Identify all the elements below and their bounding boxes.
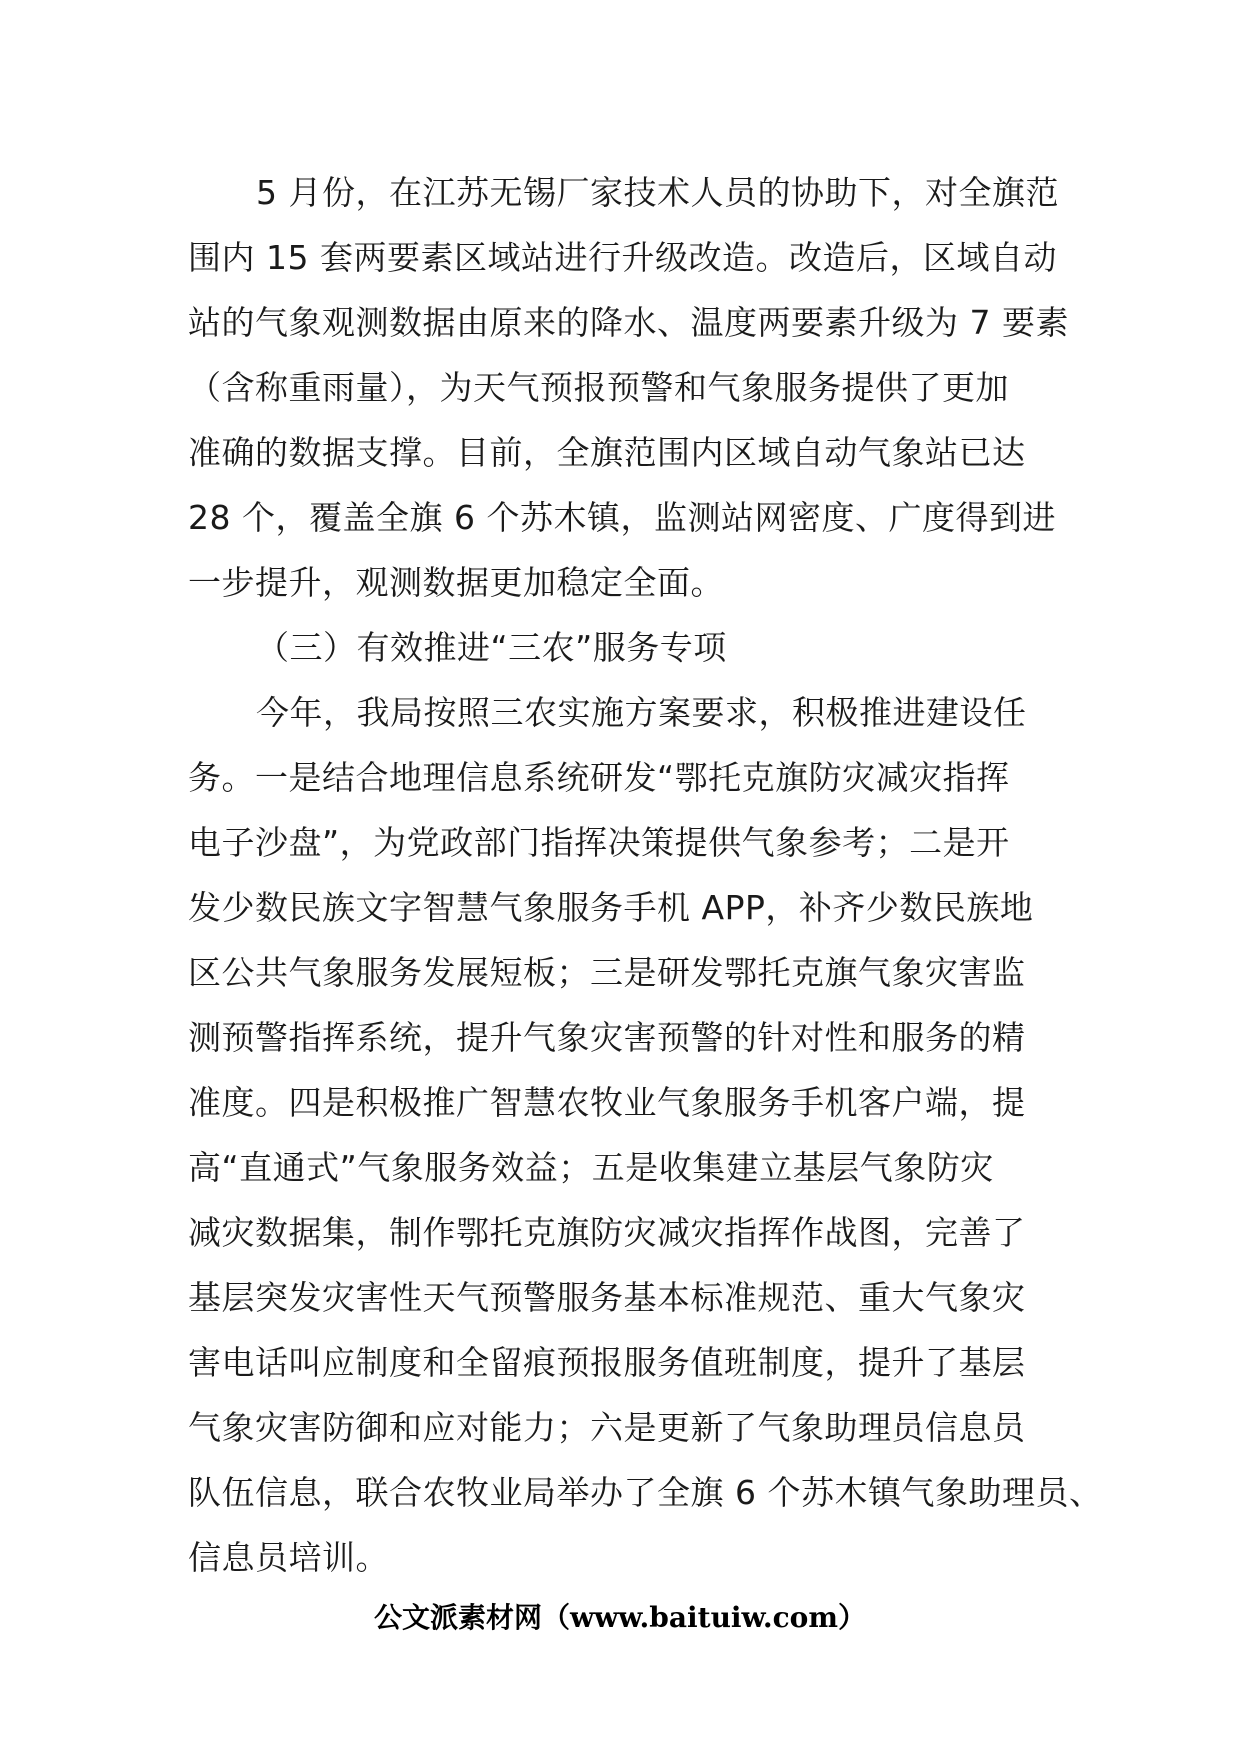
text-line: 一步提升，观测数据更加稳定全面。: [188, 563, 724, 602]
text-line: 减灾数据集，制作鄂托克旗防灾减灾指挥作战图，完善了: [188, 1213, 1026, 1252]
text-line: 高“直通式”气象服务效益；五是收集建立基层气象防灾: [188, 1148, 994, 1187]
text-line: 28 个，覆盖全旗 6 个苏木镇，监测站网密度、广度得到进: [188, 498, 1056, 537]
text-line: （含称重雨量），为天气预报预警和气象服务提供了更加: [188, 368, 1009, 407]
text-line: 务。一是结合地理信息系统研发“鄂托克旗防灾减灾指挥: [188, 758, 1010, 797]
text-line: 准确的数据支撑。目前，全旗范围内区域自动气象站已达: [188, 433, 1026, 472]
text-line: 害电话叫应制度和全留痕预报服务值班制度，提升了基层: [188, 1343, 1026, 1382]
text-line: 测预警指挥系统，提升气象灾害预警的针对性和服务的精: [188, 1018, 1026, 1057]
source-watermark-footer: 公文派素材网（www.baituiw.com）: [374, 1601, 866, 1634]
text-line: 今年，我局按照三农实施方案要求，积极推进建设任: [256, 693, 1027, 732]
text-line: 电子沙盘”，为党政部门指挥决策提供气象参考；二是开: [188, 823, 1010, 862]
document-body: [188, 160, 1103, 1590]
text-line: 气象灾害防御和应对能力；六是更新了气象助理员信息员: [188, 1408, 1026, 1447]
text-line: （三）有效推进“三农”服务专项: [256, 628, 727, 667]
text-line: 基层突发灾害性天气预警服务基本标准规范、重大气象灾: [188, 1278, 1026, 1317]
text-line: 准度。四是积极推广智慧农牧业气象服务手机客户端，提: [188, 1083, 1026, 1122]
text-line: 队伍信息，联合农牧业局举办了全旗 6 个苏木镇气象助理员、: [188, 1473, 1103, 1512]
text-line: 发少数民族文字智慧气象服务手机 APP，补齐少数民族地: [188, 888, 1034, 927]
text-line: 站的气象观测数据由原来的降水、温度两要素升级为 7 要素: [188, 303, 1069, 342]
text-line: 5 月份，在江苏无锡厂家技术人员的协助下，对全旗范: [256, 173, 1059, 212]
text-line: 围内 15 套两要素区域站进行升级改造。改造后，区域自动: [188, 238, 1057, 277]
text-line: 区公共气象服务发展短板；三是研发鄂托克旗气象灾害监: [188, 953, 1026, 992]
text-line: 信息员培训。: [188, 1538, 389, 1577]
